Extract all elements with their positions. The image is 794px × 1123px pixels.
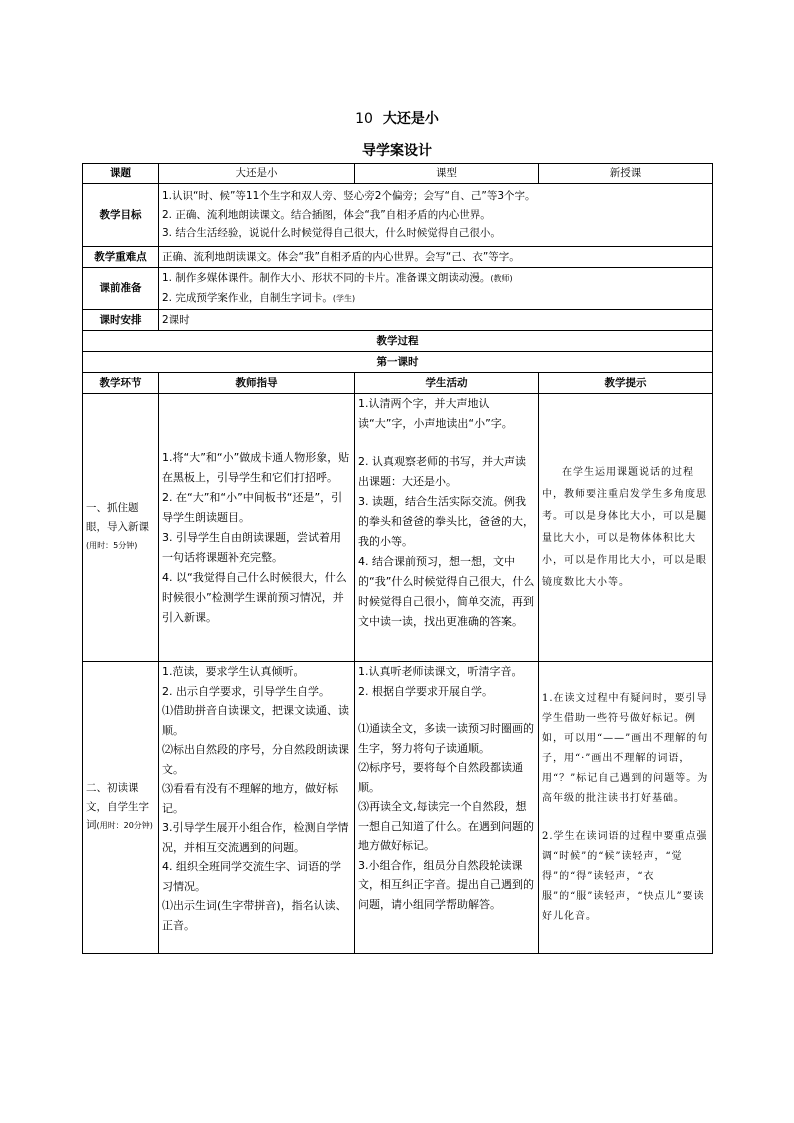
col-hint: 教学提示 [539,373,713,394]
teacher-step: ⑵标出自然段的序号，分自然段朗读课文。 [162,743,349,776]
topic-value: 大还是小 [159,164,355,184]
student-step: 1.认真听老师读课文，听清字音。 [358,665,523,678]
prep-item: 2. 完成预学案作业，自制生字词卡。(学生) [162,291,356,304]
goals-cell [159,184,713,247]
time-label: 课时安排 [83,310,159,331]
type-label: 课型 [355,164,539,184]
student-step: ⑴通读全文，多读一读预习时圈画的生字，努力将句子读通顺。 [358,722,534,755]
goal-item: 3. 结合生活经验，说说什么时候觉得自己很大，什么时候觉得自己很小。 [162,227,501,240]
teacher-cell [159,662,355,954]
hint-text: 2.学生在读词语的过程中要重点强调“时候”的“候”读轻声，“觉得”的“得”读轻声，“衣服”的“服”读轻声，“快点儿”要读好儿化音。 [542,830,708,922]
stage-cell [83,394,159,662]
lesson-session: 第一课时 [83,352,713,373]
student-cell [355,662,539,954]
lesson-number: 10 [355,111,373,127]
stage-time: (用时：20分钟) [96,821,153,831]
goals-label: 教学目标 [83,184,159,247]
teacher-step: 1.将“大”和“小”做成卡通人物形象，贴在黑板上，引导学生和它们打招呼。 [162,450,350,484]
prep-role: (教师) [490,274,513,283]
col-teacher: 教师指导 [159,373,355,394]
prep-role: (学生) [332,293,356,303]
student-step: 2. 认真观察老师的书写，并大声读出课题：大还是小。 [358,455,526,488]
student-step: 1.认清两个字，并大声地认读“大”字，小声地读出“小”字。 [358,397,513,430]
teacher-step: ⑴借助拼音自读课文，把课文读通、读顺。 [162,704,349,737]
teacher-step: 2. 在“大”和“小”中间板书“还是”，引导学生朗读题目。 [162,490,343,524]
teacher-step: 3. 引导学生自由朗读课题，尝试着用一句话将课题补充完整。 [162,530,341,564]
key-value: 正确、流利地朗读课文。体会“我”自相矛盾的内心世界。会写“己、衣”等字。 [159,247,713,268]
prep-cell [159,268,713,310]
key-label: 教学重难点 [83,247,159,268]
teacher-cell [159,394,355,662]
goal-item: 2. 正确、流利地朗读课文。结合插图，体会“我”自相矛盾的内心世界。 [162,208,491,221]
document-subtitle: 导学案设计 [362,143,432,159]
time-value: 2课时 [159,310,713,331]
stage-name: 一、抓住题眼，导入新课 [86,502,149,533]
hint-text: 在学生运用课题说话的过程中，教师要注重启发学生多角度思考。可以是身体比大小，可以是腿量比大小，可以是物体体积比大小，可以是作用比大小，可以是眼镜度数比大小等。 [542,466,707,588]
student-step: 2. 根据自学要求开展自学。 [358,684,493,698]
prep-item: 1. 制作多媒体课件。制作大小、形状不同的卡片。准备课文朗读动漫。(教师) [162,272,513,284]
teacher-step: 4. 组织全班同学交流生字、词语的学习情况。 [162,860,341,893]
student-step: 3.小组合作，组员分自然段轮读课文，相互纠正字音。提出自己遇到的问题，请小组同学帮助解答。 [358,858,534,911]
col-stage: 教学环节 [83,373,159,394]
document-title [0,108,794,128]
teacher-step: 1.范读，要求学生认真倾听。 [162,665,305,678]
type-value: 新授课 [539,164,713,184]
prep-label: 课前准备 [83,268,159,310]
topic-label: 课题 [83,164,159,184]
teacher-step: ⑴出示生词(生字带拼音)，指名认读、正音。 [162,899,347,932]
stage-time: (用时：5分钟) [86,541,138,551]
teacher-step: 4. 以“我觉得自己什么时候很大，什么时候很小”检测学生课前预习情况，并引入新课。 [162,570,347,624]
process-heading: 教学过程 [83,331,713,352]
lesson-title: 大还是小 [382,111,439,127]
student-step: ⑵标序号，要将每个自然段都读通顺。 [358,761,523,794]
hint-text: 1.在读文过程中有疑问时，要引导学生借助一些符号做好标记。例如，可以用“——”画出不理解的句子，用“·”画出不理解的词语，用“？”标记自己遇到的问题等。为高年级的批注读书打好基础。 [542,692,709,804]
goal-item: 1.认识“时、候”等11个生字和双人旁、竖心旁2个偏旁；会写“自、己”等3个字。 [162,190,536,203]
stage-cell [83,662,159,954]
teacher-step: 2. 出示自学要求，引导学生自学。 [162,684,330,698]
student-step: ⑶再读全文,每读完一个自然段，想一想自己知道了什么。在遇到问题的地方做好标记。 [358,800,534,852]
teacher-step: ⑶看看有没有不理解的地方，做好标记。 [162,782,338,815]
stage-name: 二、初读课文，自学生字词 [86,782,149,832]
col-student: 学生活动 [355,373,539,394]
lesson-plan-table [82,163,713,954]
teacher-step: 3.引导学生展开小组合作，检测自学情况，并相互交流遇到的问题。 [162,821,349,854]
student-step: 3. 读题，结合生活实际交流。例我的拳头和爸爸的拳头比，爸爸的大，我的小等。 [358,495,534,548]
student-step: 4. 结合课前预习，想一想，文中的“我”什么时候觉得自己很大，什么时候觉得自己很小，简单交流，再到文中读一读，找出更准确的答案。 [358,555,535,628]
student-cell [355,394,539,662]
hint-cell [539,394,713,662]
hint-cell [539,662,713,954]
